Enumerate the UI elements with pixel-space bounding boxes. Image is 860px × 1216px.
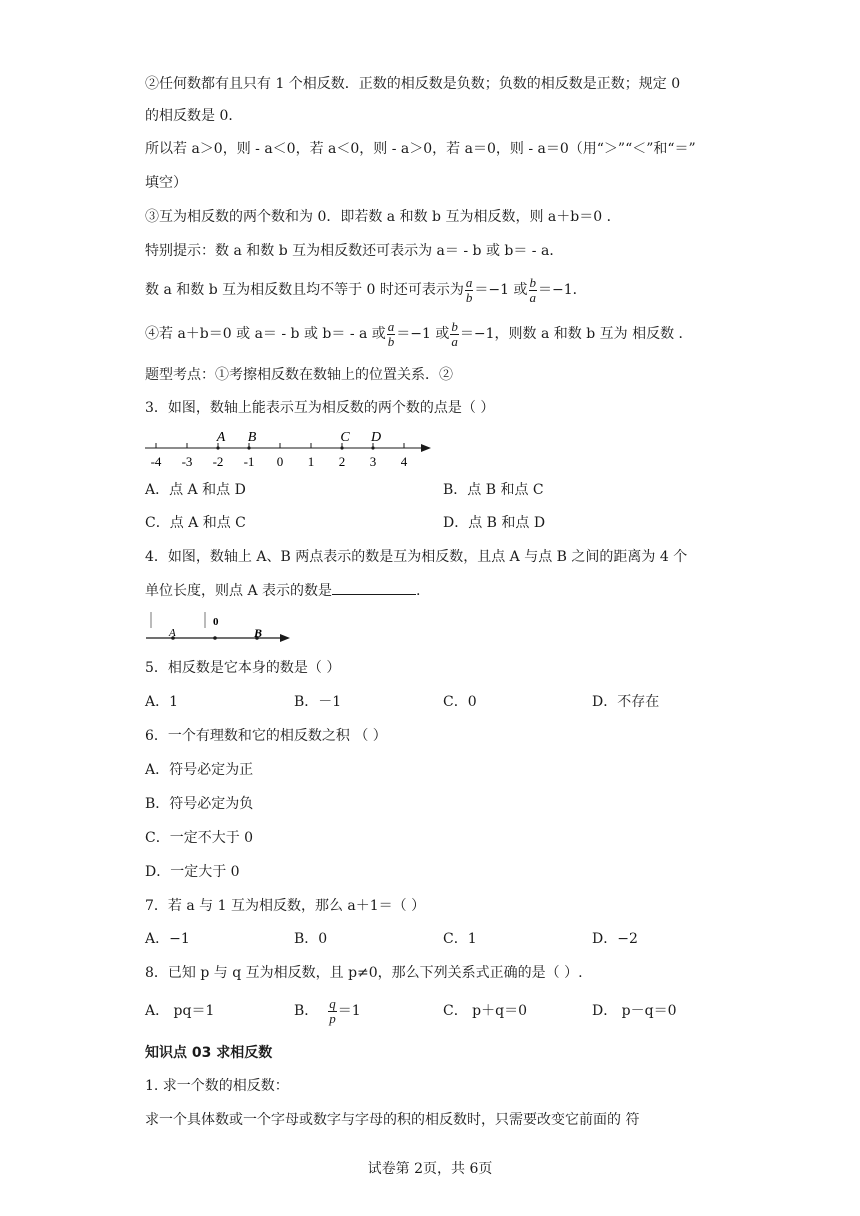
tick-label: 4 xyxy=(400,454,408,469)
text-line-2: 的相反数是 0． xyxy=(145,108,243,124)
frac-den: a xyxy=(451,333,458,349)
text-line-8-mid: ＝−1 或 xyxy=(396,326,450,342)
frac-num: q xyxy=(329,995,336,1011)
text-line-8-post: ＝−1，则数 a 和数 b 互为 相反数 ． xyxy=(459,326,693,342)
q8-option-d[interactable]: D． p－q＝0 xyxy=(592,1003,677,1019)
text-line-7-mid: ＝−1 或 xyxy=(474,282,528,298)
frac-num: a xyxy=(387,318,395,334)
frac-den: p xyxy=(329,1010,336,1026)
fraction-q-over-p xyxy=(328,997,337,1026)
text-line-8-pre: ④若 a＋b＝0 或 a＝ - b 或 b＝ - a 或 xyxy=(145,326,386,342)
fraction-b-over-a xyxy=(450,320,459,349)
tick-label: 0 xyxy=(276,454,284,469)
q7-option-b[interactable]: B．0 xyxy=(294,931,328,947)
q6-option-b[interactable]: B．符号必定为负 xyxy=(145,796,254,812)
axis-arrow-icon xyxy=(280,634,290,642)
axis-arrow-icon xyxy=(421,444,431,452)
tick-label: -3 xyxy=(181,454,193,469)
q5-option-b[interactable]: B．－1 xyxy=(294,694,342,710)
q4-number-line xyxy=(143,608,293,644)
q5-option-d[interactable]: D．不存在 xyxy=(592,694,660,710)
text-line-8 xyxy=(145,318,693,350)
tick-label: -4 xyxy=(150,454,162,469)
point-d-dot xyxy=(371,446,374,449)
q4-point-b-label: B xyxy=(254,626,263,640)
q4-stem-post: . xyxy=(416,583,421,599)
q3-number-line xyxy=(143,424,433,472)
tick-label: 1 xyxy=(307,454,315,469)
q6-option-c[interactable]: C．一定不大于 0 xyxy=(145,830,254,846)
q4-point-a-label: A xyxy=(169,627,176,639)
point-a-label: A xyxy=(216,430,226,445)
q4-answer-blank[interactable] xyxy=(332,580,416,595)
point-a-dot xyxy=(216,446,219,449)
text-line-9: 题型考点：①考擦相反数在数轴上的位置关系．② xyxy=(145,367,453,383)
tick-label: 2 xyxy=(338,454,346,469)
point-c-dot xyxy=(340,446,343,449)
fraction-a-over-b xyxy=(465,276,474,305)
point-d-label: D xyxy=(370,430,382,445)
q8-option-b[interactable] xyxy=(294,994,361,1028)
q5-option-c[interactable]: C．0 xyxy=(443,694,477,710)
q3-stem: 3．如图，数轴上能表示互为相反数的两个数的点是（ ） xyxy=(145,400,495,416)
q4-stem-line-2 xyxy=(145,580,420,601)
q8-option-b-label: B． xyxy=(294,1003,319,1019)
text-line-5: ③互为相反数的两个数和为 0．即若数 a 和数 b 互为相反数，则 a＋b＝0 ． xyxy=(145,209,621,225)
q4-stem-line-1: 4．如图，数轴上 A、B 两点表示的数是互为相反数，且点 A 与点 B 之间的距离为 4 个 xyxy=(145,549,688,565)
text-line-3: 所以若 a＞0，则 - a＜0，若 a＜0，则 - a＞0，若 a＝0，则 - a＝0（用“＞”“＜”和“＝” xyxy=(145,141,696,157)
q3-option-b[interactable]: B．点 B 和点 C xyxy=(443,482,544,498)
q4-zero-label: 0 xyxy=(213,616,219,628)
frac-den: b xyxy=(465,289,473,305)
q6-option-a[interactable]: A．符号必定为正 xyxy=(145,762,254,778)
frac-den: a xyxy=(529,289,537,305)
page-footer: 试卷第 2页，共 6页 xyxy=(367,1161,493,1177)
text-line-7-pre: 数 a 和数 b 互为相反数且均不等于 0 时还可表示为 xyxy=(145,282,464,298)
frac-den: b xyxy=(387,333,395,349)
point-zero-dot xyxy=(213,636,217,640)
text-line-7-post: ＝−1． xyxy=(538,282,587,298)
tick-label: -1 xyxy=(243,454,255,469)
q7-option-c[interactable]: C．1 xyxy=(443,931,477,947)
q7-stem: 7．若 a 与 1 互为相反数，那么 a＋1＝（ ） xyxy=(145,898,426,914)
q7-option-a[interactable]: A．−1 xyxy=(145,931,190,947)
q6-stem: 6．一个有理数和它的相反数之积 （ ） xyxy=(145,728,387,744)
point-b-label: B xyxy=(247,430,257,445)
text-line-7 xyxy=(145,274,587,306)
text-line-1: ②任何数都有且只有 1 个相反数．正数的相反数是负数；负数的相反数是正数；规定 0 xyxy=(145,76,681,92)
q4-stem-pre: 单位长度，则点 A 表示的数是 xyxy=(145,583,333,599)
frac-num: a xyxy=(465,274,473,290)
section-title: 知识点 03 求相反数 xyxy=(145,1045,273,1061)
point-c-label: C xyxy=(340,430,350,445)
section-item-1: 1. 求一个数的相反数： xyxy=(145,1078,289,1094)
q3-option-a[interactable]: A．点 A 和点 D xyxy=(145,482,246,498)
q8-option-b-post: ＝1 xyxy=(337,1003,361,1019)
q8-option-a[interactable]: A． pq＝1 xyxy=(145,1003,215,1019)
fraction-b-over-a xyxy=(529,276,538,305)
point-b-dot xyxy=(247,446,250,449)
section-item-1-text: 求一个具体数或一个字母或数字与字母的积的相反数时，只需要改变它前面的 符 xyxy=(145,1112,640,1128)
fraction-a-over-b xyxy=(387,320,396,349)
frac-num: b xyxy=(529,274,537,290)
q5-stem: 5．相反数是它本身的数是（ ） xyxy=(145,660,341,676)
tick-label: -2 xyxy=(212,454,224,469)
q3-option-d[interactable]: D．点 B 和点 D xyxy=(443,515,546,531)
text-line-4: 填空） xyxy=(145,175,187,191)
q8-option-c[interactable]: C． p＋q＝0 xyxy=(443,1003,527,1019)
tick-label: 3 xyxy=(369,454,377,469)
frac-num: b xyxy=(451,318,458,334)
q7-option-d[interactable]: D．−2 xyxy=(592,931,638,947)
text-line-6: 特别提示：数 a 和数 b 互为相反数还可表示为 a＝ - b 或 b＝ - a． xyxy=(145,243,564,259)
q6-option-d[interactable]: D．一定大于 0 xyxy=(145,864,240,880)
q5-option-a[interactable]: A．1 xyxy=(145,694,179,710)
q8-stem: 8．已知 p 与 q 互为相反数，且 p≠0，那么下列关系式正确的是（ ）. xyxy=(145,965,583,981)
q3-option-c[interactable]: C．点 A 和点 C xyxy=(145,515,246,531)
